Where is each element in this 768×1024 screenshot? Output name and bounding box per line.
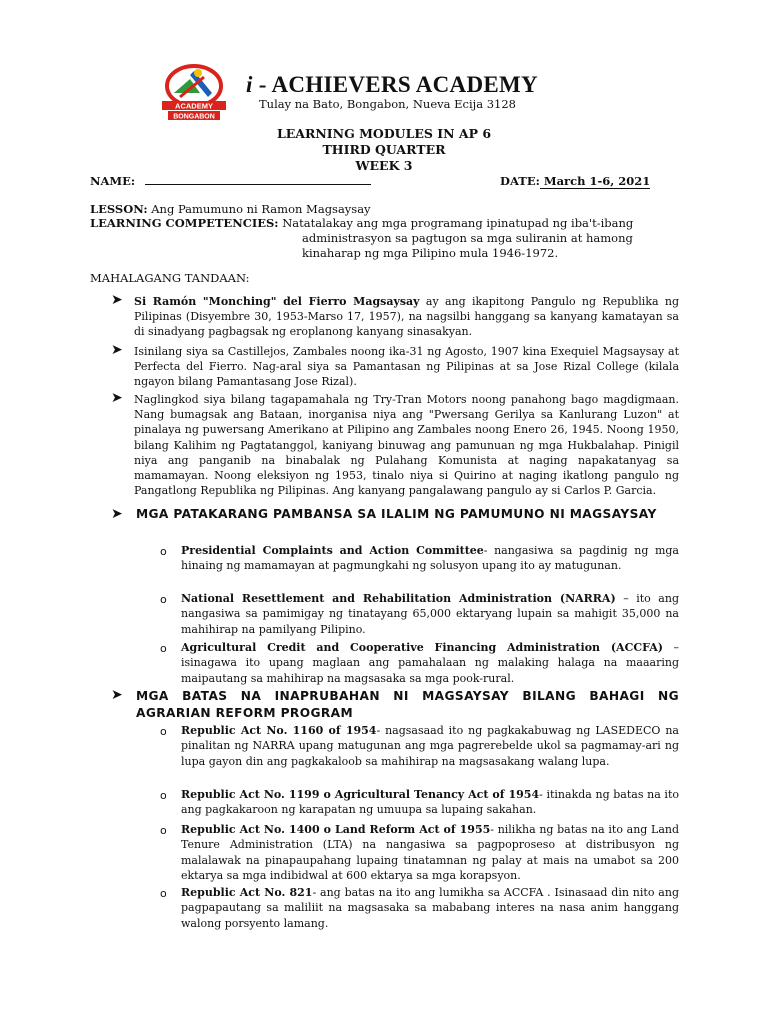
batas-item-3 — [181, 822, 679, 884]
logo-text-top: ACADEMY — [175, 101, 213, 111]
quarter-title: THIRD QUARTER — [322, 142, 446, 157]
date-value: March 1-6, 2021 — [539, 174, 651, 188]
circle-bullet-icon: o — [160, 725, 167, 738]
patakaran-item-3 — [181, 640, 679, 686]
name-label: NAME: — [90, 174, 136, 188]
batas-item-4-text: - ang batas na ito ang lumikha sa ACCFA . Isinasaad din nito ang pagpapautang sa maliliit na magsasaka sa mababang interes na nasa anim hanggang walong porsyento lamang. — [181, 886, 679, 930]
arrow-bullet-icon: ➤ — [111, 342, 123, 358]
name-row — [90, 174, 371, 188]
competency-row — [90, 216, 633, 230]
patakaran-item-1-title: Presidential Complaints and Action Committee — [181, 544, 484, 557]
patakaran-item-2-text: – ito ang nangasiwa sa pamimigay ng tinatayang 65,000 ektaryang lupain sa mahigit 35,000 na mahihirap na pamilyang Pilipino. — [181, 592, 679, 636]
batas-heading: MGA BATAS NA INAPRUBAHAN NI MAGSAYSAY BILANG BAHAGI NG AGRARIAN REFORM PROGRAM — [136, 689, 679, 720]
competency-line-2: administrasyon sa pagtugon sa mga suliranin at hamong — [302, 231, 633, 245]
arrow-bullet-icon: ➤ — [111, 390, 123, 406]
batas-item-2 — [181, 787, 679, 818]
school-address: Tulay na Bato, Bongabon, Nueva Ecija 3128 — [259, 97, 516, 111]
lesson-label: LESSON: — [90, 202, 148, 216]
batas-item-3-text: - nilikha ng batas na ito ang Land Tenure Administration (LTA) na nangasiwa sa pagpoproseso at distribusyon ng malalawak na pinapaupahang lupaing tinatamnan ng palay at mais na umabot sa 200 ektarya sa mga indibidwal at 600 ektarya sa mga korapsyon. — [181, 823, 679, 883]
patakaran-item-2 — [181, 591, 679, 637]
school-title — [246, 72, 538, 98]
competency-line-1: Natatalakay ang mga programang ipinatupad ng iba't-ibang — [278, 216, 634, 230]
circle-bullet-icon: o — [160, 545, 167, 558]
title-prefix: i — [246, 72, 253, 97]
patakaran-item-3-text: – isinagawa ito upang maglaan ang pamahalaan ng malaking halaga na maaaring maipautang sa mahihirap na magsasaka sa mga pook-rural. — [181, 641, 679, 685]
batas-item-4-title: Republic Act No. 821 — [181, 886, 313, 899]
patakaran-item-3-title: Agricultural Credit and Cooperative Financing Administration (ACCFA) — [181, 641, 664, 654]
module-title: LEARNING MODULES IN AP 6 — [276, 126, 492, 141]
batas-item-2-text: - itinakda ng batas na ito ang pagkakaroon ng karapatan ng umuupa sa lupaing sakahan. — [181, 788, 679, 817]
date-label: DATE: — [500, 174, 540, 188]
patakaran-item-2-title: National Resettlement and Rehabilitation Administration (NARRA) — [181, 592, 616, 605]
batas-item-3-title: Republic Act No. 1400 o Land Reform Act of 1955 — [181, 823, 491, 836]
title-rest: - ACHIEVERS ACADEMY — [252, 72, 538, 97]
circle-bullet-icon: o — [160, 824, 167, 837]
academy-logo — [160, 63, 228, 121]
lesson-value: Ang Pamumuno ni Ramon Magsaysay — [147, 202, 371, 216]
circle-bullet-icon: o — [160, 642, 167, 655]
p1-text: ay ang ikapitong Pangulo ng Republika ng Pilipinas (Disyembre 30, 1953-Marso 17, 1957), na nagsilbi hanggang sa kanyang kamatayan sa di sinadyang pagbagsak ng eroplanong kanyang sinasakyan. — [134, 295, 679, 339]
arrow-bullet-icon: ➤ — [111, 506, 123, 522]
circle-bullet-icon: o — [160, 789, 167, 802]
patakaran-heading: MGA PATAKARANG PAMBANSA SA ILALIM NG PAMUMUNO NI MAGSAYSAY — [136, 507, 657, 521]
arrow-bullet-icon: ➤ — [111, 292, 123, 308]
batas-item-2-title: Republic Act No. 1199 o Agricultural Tenancy Act of 1954 — [181, 788, 540, 801]
arrow-bullet-icon: ➤ — [111, 687, 123, 703]
batas-item-1 — [181, 723, 679, 769]
tandaan-paragraph-2: Isinilang siya sa Castillejos, Zambales noong ika-31 ng Agosto, 1907 kina Exequiel Magsaysay at Perfecta del Fierro. Nag-aral siya sa Pamantasan ng Pilipinas at sa Jose Rizal College (kilala ngayon bilang Pamantasang Jose Rizal). — [134, 345, 679, 389]
date-row — [500, 174, 650, 188]
tandaan-paragraph-3: Naglingkod siya bilang tagapamahala ng Try-Tran Motors noong panahong bago magdigmaan. Nang bumagsak ang Bataan, inorganisa niya ang "Pwersang Gerilya sa Kanlurang Luzon" at pinalaya ng puwersang Amerikano at Pilipino ang Zambales noong Enero 26, 1945. Noong 1950, bilang Kalihim ng Pagtatanggol, kaniyang binuwag ang pamunuan ng mga Hukbalahap. Pinigil niya ang panganib na binabalak ng Pulahang Komunista at naging napakatanyag sa mamamayan. Noong eleksiyon ng 1953, tinalo niya si Quirino at naging ikatlong pangulo ng Pangatlong Republika ng Pilipinas. Ang kanyang pangalawang pangulo ay si Carlos P. Garcia. — [134, 393, 679, 498]
logo-text-bottom: BONGABON — [173, 113, 215, 121]
magsaysay-name: Si Ramón "Monching" del Fierro Magsaysay — [134, 295, 420, 308]
week-title: WEEK 3 — [355, 158, 413, 173]
competency-line-3: kinaharap ng mga Pilipino mula 1946-1972. — [302, 246, 559, 260]
patakaran-item-1-text: - nangasiwa sa pagdinig ng mga hinaing ng mamamayan at pagmungkahi ng solusyon upang ito ay matugunan. — [181, 544, 679, 573]
circle-bullet-icon: o — [160, 887, 167, 900]
patakaran-item-1 — [181, 543, 679, 574]
batas-item-1-text: - nagsasaad ito ng pagkakabuwag ng LASEDECO na pinalitan ng NARRA upang matugunan ang mga pagrerebelde ukol sa pagmamay-ari ng lupa gayon din ang pagkakaloob sa mahihirap na magsasakang walang lupa. — [181, 724, 679, 768]
tandaan-heading: MAHALAGANG TANDAAN: — [90, 271, 250, 285]
batas-item-1-title: Republic Act No. 1160 of 1954 — [181, 724, 377, 737]
batas-item-4 — [181, 885, 679, 931]
competency-label: LEARNING COMPETENCIES: — [90, 216, 279, 230]
tandaan-paragraph-1 — [134, 294, 679, 340]
name-blank[interactable] — [145, 174, 371, 185]
circle-bullet-icon: o — [160, 593, 167, 606]
lesson-row — [90, 202, 371, 216]
